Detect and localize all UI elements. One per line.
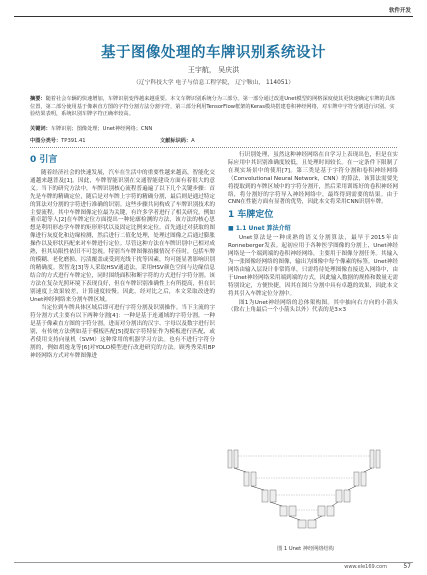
encoder-block — [262, 490, 268, 502]
decoder-block — [361, 472, 366, 486]
clc-label: 中图分类号： — [30, 138, 62, 144]
paper-title: 基于图像处理的车牌识别系统设计 — [101, 45, 326, 61]
decoder-block — [336, 490, 342, 502]
decoder-block — [318, 506, 325, 516]
up-arrow — [364, 468, 372, 472]
keywords — [30, 125, 397, 132]
paragraph: 当定位到车牌具体区域后即可进行字符分割及识别操作。当下主流的字符分割方式主要有以下两种分割[4]：一种是基于连通域的字符分割，一种是基于像素直方图的字符分割。进而对分割出的汉字、字母以及数字进行识别，有传统方法例如基于模板匹配[5]提取字符特征作为模板进行匹配，或者使用支持向量机（SVM）这种常用的机器学习方法。也有不进行字符分割的，例如胡逸龙等[6]对YOLO模型进行改进研究的方法。顾秀秀采用BP神经网络方式对车牌图像进 — [30, 305, 215, 359]
decoder-block — [354, 472, 359, 486]
section-heading-plate-location: 1 车牌定位 — [228, 210, 274, 221]
abstract-label: 摘要： — [30, 96, 46, 102]
bottleneck-block — [308, 520, 316, 528]
doccode-value: A — [191, 138, 195, 144]
document-code — [160, 137, 195, 144]
encoder-block — [280, 506, 287, 516]
decoder-block — [327, 506, 334, 516]
clc-value: TP391.41 — [61, 138, 86, 144]
figure-caption: 图 1 Unet 神经网络结构 — [277, 546, 334, 552]
encoder-block — [244, 472, 249, 486]
header-separator — [30, 147, 397, 148]
encoder-block — [234, 450, 238, 468]
decoder-block — [376, 450, 380, 468]
clc-number — [30, 137, 86, 144]
up-arrow — [332, 502, 338, 506]
column-tag: 软件开发 — [388, 8, 411, 14]
right-column — [228, 152, 398, 316]
left-column — [30, 152, 215, 362]
up-arrow — [348, 486, 356, 490]
encoder-block — [289, 506, 296, 516]
paragraph: 行识别处理，虽然这种神经网络在自学习上表现出色，但是在实际应用中其识别准确度较低，且处理时间较长。在一定条件下限制了在现实场景中的使用[7]。第三类是基于字符分割和卷积神经网络（Convolutional Neural Network，CNN）的算法，该算法需要先将提取到的车牌区域中的字符分割开，然后采用训练好的卷积神经网络，将分割好的字符导入神经网络中，最终得到需要的结果。由于CNN在性能方面有显著的优势，因此本文将采用CNN识别车牌。 — [228, 152, 398, 206]
up-arrow — [314, 516, 322, 520]
down-arrow — [270, 502, 282, 506]
section-heading-introduction: 0 引言 — [30, 155, 58, 165]
encoder-block — [270, 490, 276, 502]
affiliation: （辽宁科技大学 电子与信息工程学院， 辽宁鞍山， 114051） — [133, 80, 294, 86]
keywords-text: 车牌识别；图像处理；Unet神经网络；CNN — [50, 126, 153, 132]
abstract-text: 随着社会车辆的快速增加，车牌识别变得越来越重要。本文车牌识别系统分为三部分。第一部分通过改进Unet模型的网格深度使其更快速确定车牌的具体位置，第二部分使用基于像素直方图的字符分割方法分割字符，第三部分利用TensorFlow框架的Keras模块搭建卷积神经网络，对车牌中字符分割进行识别。实验结果表明，系统识别车牌字符正确率较高。 — [30, 96, 396, 118]
footer-rule — [14, 562, 413, 563]
paragraph: 随着经济社会的快速发展，汽车在生活中的重要性越来越高，智能化交通越来越普及[1]。因此，车牌智能识别在交通智能建设方面有着很大的意义。当下的研究方法中，车牌识别核心流程普遍遍了以下几个关键步骤：首先是车牌的精确定位，随后是对车牌上字符的精确分割，最后则是通过特定的算法对分割的字符进行准确的识别。这些步骤共同构成了车牌识别技术的主要流程。其中车牌图像定位最为关键，有许多学者进行了相关研究。例如董卓超等人[2]在车牌定位方面提出一种轮廓检测的方法，该方法的核心思想是利用形态学车牌的矩形形状以及固定比例来定位。首先通过对获取的图像进行灰度化和边缘检测，然后进行二值化处理，处理过图像之后通过膨胀操作以及形状匹配来对车牌进行定位。尽管这种方法在车牌识别中已相对成熟，但其局限性依旧不可忽视。特别当车牌图像拍摄情况不佳时，包括车牌的模糊、老化磨损、污渍覆盖或受到光线干扰等因素，均可能显著影响识别的精确度。贺智龙[3]等人采取HSV通道法，采用HSV颜色空间与边缘信息结合的方式进行车牌定位，同时围绕面积和断字符的方式进行字符分割。该方法在复杂光照环境下表现良好，但在车牌识别准确性上有所提高，但在识别速度上效果较差，计算速度较慢。因此，经对比之后，本文采取改进的Unet神经网络来分割车牌区域。 — [30, 170, 215, 303]
doccode-label: 文献标识码： — [160, 138, 192, 144]
bottleneck-block — [298, 520, 306, 528]
subsection-heading-unet: ■ 1.1 Unet 算法介绍 — [228, 225, 291, 233]
footer-site: www.ele169.com — [344, 564, 387, 570]
encoder-block — [228, 450, 232, 468]
unet-diagram — [218, 446, 393, 541]
decoder-block — [370, 450, 374, 468]
encoder-block — [251, 472, 256, 486]
decoder-block — [344, 490, 350, 502]
keywords-label: 关键词： — [30, 126, 51, 132]
paragraph: Unet算法是一种成熟的语义分割算法，最早于2015年由Ronneberger发表。起初应用于各种医学图像的分割上，Unet神经网络是一个端到端的卷积神经网络，主要用于图像分割任务。其输入为一张图像经网络的图像，输出为图像中每个像素的标签。Unet神经网络由输入层设计非常简单，只需将待处理图像直接送入网络中，由于Unet神经网络采用端到端的方式，因此输入数据的规格和数量无需特别设定，方便快捷，因其在图片分割中具有卓越的效果，因此本文将其引入车牌定位分割中。 — [228, 235, 398, 297]
down-arrow — [234, 468, 246, 472]
unet-architecture-figure — [218, 446, 393, 541]
page-number: 57 — [403, 563, 411, 570]
authors: 王宇航， 吴庆洪 — [187, 66, 240, 74]
abstract — [30, 96, 397, 119]
down-arrow — [289, 516, 300, 520]
header-rule — [14, 16, 413, 17]
down-arrow — [251, 486, 264, 490]
paragraph: 图1为Unet神经网络的总体架构图。其中抽向右方向的小箭头（除右上角最后一个小箭头以外）代表的是3×3 — [228, 299, 398, 314]
